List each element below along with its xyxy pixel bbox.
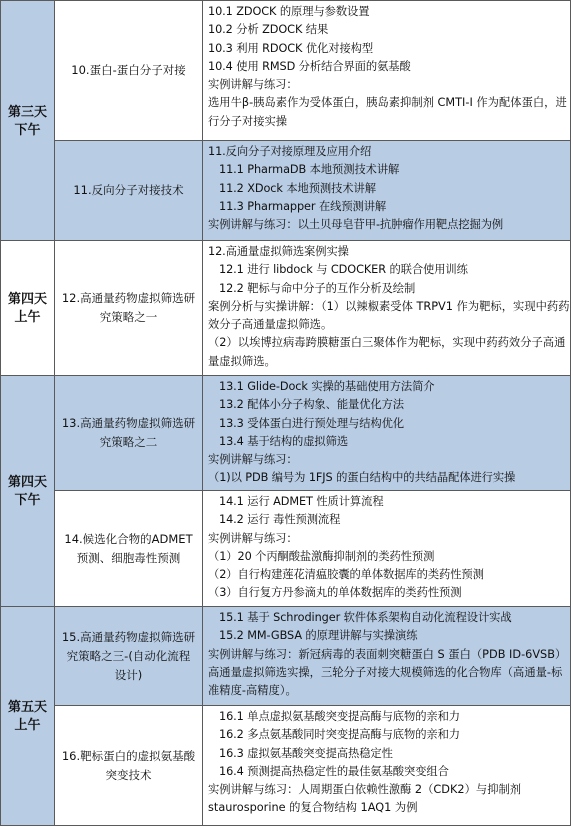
content-cell-16 <box>203 706 571 826</box>
topic-title: 15.高通量药物虚拟筛选研究策略之三-(自动化流程设计) <box>61 629 196 682</box>
topic-title: 14.候选化合物的ADMET预测、细胞毒性预测 <box>64 531 193 565</box>
content-line: 10.2 分析 ZDOCK 结果 <box>208 23 329 37</box>
topic-title: 12.高通量药物虚拟筛选研究策略之一 <box>61 291 196 324</box>
topic-title: 10.蛋白-蛋白分子对接 <box>71 63 186 77</box>
content-line: 15.2 MM-GBSA 的原理讲解与实操演练 <box>219 629 418 643</box>
content-line: 实例讲解与练习： <box>208 78 298 92</box>
content-line: 13.3 受体蛋白进行预处理与结构优化 <box>219 416 405 430</box>
content-line: 10.4 使用 RMSD 分析结合界面的氨基酸 <box>208 59 411 73</box>
session-label: 下午 <box>14 121 41 137</box>
day-label: 第五天 <box>7 699 47 714</box>
day-label: 第四天 <box>7 291 47 306</box>
content-line: 11.反向分子对接原理及应用介绍 <box>208 145 372 158</box>
content-line: 14.2 运行 毒性预测流程 <box>219 513 341 527</box>
content-line: 12.1 进行 libdock 与 CDOCKER 的联合使用训练 <box>219 263 468 277</box>
session-label: 上午 <box>14 309 41 324</box>
topic-cell-11 <box>55 141 203 241</box>
topic-cell-14 <box>55 491 203 607</box>
day-label: 第三天 <box>7 103 47 119</box>
content-line: 11.3 Pharmapper 在线预测讲解 <box>219 199 387 213</box>
day-cell-d5am <box>0 607 55 826</box>
content-line: 16.1 单点虚拟氨基酸突变提高酶与底物的亲和力 <box>219 710 460 723</box>
content-line: （1)以 PDB 编号为 1FJS 的蛋白结构中的共结晶配体进行实操 <box>208 471 516 485</box>
content-line: 12.2 靶标与命中分子的互作分析及绘制 <box>219 281 416 295</box>
day-cell-d4am <box>0 241 55 376</box>
topic-cell-16 <box>55 706 203 826</box>
content-cell-13 <box>203 376 571 491</box>
topic-cell-12 <box>55 241 203 376</box>
content-line: 15.1 基于 Schrodinger 软件体系架构自动化流程设计实战 <box>219 611 512 624</box>
content-line: （2）自行构建莲花清瘟胶囊的单体数据库的类药性预测 <box>208 568 484 582</box>
content-paragraph: 选用牛β-胰岛素作为受体蛋白，胰岛素抑制剂 CMTI-I 作为配体蛋白，进行分子对接实操 <box>208 96 567 128</box>
content-line: 16.2 多点氨基酸同时突变提高酶与底物的亲和力 <box>219 728 460 742</box>
content-line: 实例讲解与练习：以土贝母皂苷甲-抗肿瘤作用靶点挖掘为例 <box>208 218 504 232</box>
day-cell-d3pm <box>0 0 55 241</box>
day-label: 第四天 <box>7 474 47 489</box>
content-cell-11 <box>203 141 571 241</box>
content-line: （3）自行复方丹参滴丸的单体数据库的类药性预测 <box>208 586 462 600</box>
topic-title: 13.高通量药物虚拟筛选研究策略之二 <box>61 416 196 449</box>
content-paragraph: 案例分析与实操讲解：（1）以辣椒素受体 TRPV1 作为靶标，实现中药药效分子高通量虚拟筛选。 <box>208 299 570 332</box>
topic-title: 11.反向分子对接技术 <box>73 183 184 197</box>
content-line: 实例讲解与练习： <box>208 531 298 545</box>
content-line: 12.高通量虚拟筛选案例实操 <box>208 245 349 258</box>
content-cell-15 <box>203 607 571 706</box>
content-cell-12 <box>203 241 571 376</box>
content-line: 实例讲解与练习： <box>208 453 298 467</box>
content-line: 11.1 PharmaDB 本地预测技术讲解 <box>219 163 400 177</box>
content-line: 10.3 利用 RDOCK 优化对接构型 <box>208 41 374 55</box>
session-label: 上午 <box>14 717 41 732</box>
content-line: 10.1 ZDOCK 的原理与参数设置 <box>208 5 370 18</box>
content-cell-10 <box>203 0 571 141</box>
content-paragraph: 实例讲解与练习：新冠病毒的表面刺突糖蛋白 S 蛋白（PDB ID-6VSB）高通量虚拟筛选实操，三轮分子对接大规模筛选的化合物库（高通量-标准精度-高精度）。 <box>208 647 567 698</box>
content-line: 13.4 基于结构的虚拟筛选 <box>219 434 349 448</box>
content-cell-14 <box>203 491 571 607</box>
content-line: 11.2 XDock 本地预测技术讲解 <box>219 181 376 195</box>
content-line: 14.1 运行 ADMET 性质计算流程 <box>219 495 384 508</box>
content-line: 13.1 Glide-Dock 实操的基础使用方法简介 <box>219 380 435 393</box>
day-cell-d4pm <box>0 376 55 607</box>
content-paragraph: 实例讲解与练习：人周期蛋白依赖性激酶 2（CDK2）与抑制剂 staurosporine 的复合物结构 1AQ1 为例 <box>208 783 522 815</box>
content-line: 16.4 预测提高热稳定性的最佳氨基酸突变组合 <box>219 764 449 778</box>
topic-cell-15 <box>55 607 203 706</box>
content-line: （1）20 个丙酮酸盐激酶抑制剂的类药性预测 <box>208 549 435 563</box>
session-label: 下午 <box>14 492 41 507</box>
content-line: 13.2 配体小分子构象、能量优化方法 <box>219 398 405 412</box>
topic-cell-13 <box>55 376 203 491</box>
content-paragraph: （2）以埃博拉病毒跨膜糖蛋白三聚体作为靶标，实现中药药效分子高通量虚拟筛选。 <box>208 336 566 368</box>
topic-cell-10 <box>55 0 203 141</box>
content-line: 16.3 虚拟氨基酸突变提高热稳定性 <box>219 746 393 760</box>
topic-title: 16.靶标蛋白的虚拟氨基酸突变技术 <box>61 748 196 782</box>
